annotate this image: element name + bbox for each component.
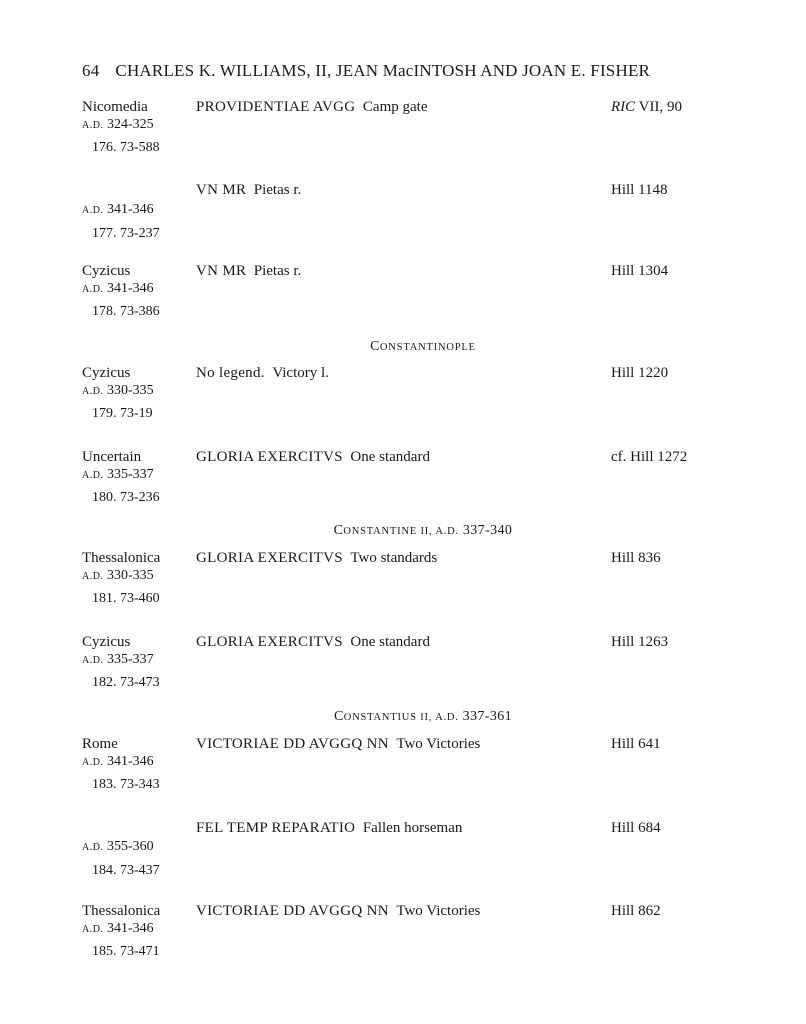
reference: Hill 1263 xyxy=(611,634,669,650)
reference: RIC VII, 90 xyxy=(611,99,682,115)
section-heading: CONSTANTIUS II, A.D. 337-361 xyxy=(333,709,513,724)
catalog-number: 178. 73-386 xyxy=(92,304,160,319)
mint-name: Thessalonica xyxy=(82,903,161,919)
mint-name: Uncertain xyxy=(82,449,142,465)
reference: Hill 1304 xyxy=(611,263,669,279)
date-range: A.D. 335-337 xyxy=(82,467,154,482)
reference: Hill 862 xyxy=(611,903,661,919)
catalog-number: 185. 73-471 xyxy=(92,944,160,959)
catalog-number: 184. 73-437 xyxy=(92,863,160,878)
coin-legend: GLORIA EXERCITVS Two standards xyxy=(196,550,438,566)
date-range: A.D. 341-346 xyxy=(82,921,154,936)
reference: cf. Hill 1272 xyxy=(611,449,688,465)
mint-name: Cyzicus xyxy=(82,365,131,381)
reference: Hill 684 xyxy=(611,820,661,836)
date-range: A.D. 324-325 xyxy=(82,117,154,132)
coin-legend: VN MR Pietas r. xyxy=(196,182,302,198)
coin-legend: VICTORIAE DD AVGGQ NN Two Victories xyxy=(196,903,481,919)
reference: Hill 641 xyxy=(611,736,661,752)
coin-legend: VICTORIAE DD AVGGQ NN Two Victories xyxy=(196,736,481,752)
date-range: A.D. 330-335 xyxy=(82,383,154,398)
catalog-number: 183. 73-343 xyxy=(92,777,160,792)
reference: Hill 1148 xyxy=(611,182,668,198)
mint-name: Rome xyxy=(82,736,118,752)
header-authors: CHARLES K. WILLIAMS, II, JEAN MacINTOSH AND JOAN E. FISHER xyxy=(115,61,651,80)
section-heading: CONSTANTINE II, A.D. 337-340 xyxy=(333,523,513,538)
page-number: 64 xyxy=(82,61,100,80)
reference: Hill 836 xyxy=(611,550,661,566)
date-range: A.D. 330-335 xyxy=(82,568,154,583)
date-range: A.D. 355-360 xyxy=(82,839,154,854)
coin-legend: GLORIA EXERCITVS One standard xyxy=(196,449,430,465)
catalog-number: 180. 73-236 xyxy=(92,490,160,505)
mint-name: Thessalonica xyxy=(82,550,161,566)
catalog-number: 177. 73-237 xyxy=(92,226,160,241)
coin-legend: GLORIA EXERCITVS One standard xyxy=(196,634,430,650)
date-range: A.D. 335-337 xyxy=(82,652,154,667)
coin-legend: VN MR Pietas r. xyxy=(196,263,302,279)
reference: Hill 1220 xyxy=(611,365,669,381)
date-range: A.D. 341-346 xyxy=(82,754,154,769)
date-range: A.D. 341-346 xyxy=(82,281,154,296)
coin-legend: No legend. Victory l. xyxy=(196,365,329,381)
catalog-number: 182. 73-473 xyxy=(92,675,160,690)
coin-legend: FEL TEMP REPARATIO Fallen horseman xyxy=(196,820,463,836)
mint-name: Cyzicus xyxy=(82,634,131,650)
mint-name: Nicomedia xyxy=(82,99,148,115)
catalog-number: 181. 73-460 xyxy=(92,591,160,606)
section-heading: CONSTANTINOPLE xyxy=(370,339,476,354)
date-range: A.D. 341-346 xyxy=(82,202,154,217)
coin-legend: PROVIDENTIAE AVGG Camp gate xyxy=(196,99,428,115)
catalog-number: 176. 73-588 xyxy=(92,140,160,155)
mint-name: Cyzicus xyxy=(82,263,131,279)
catalog-number: 179. 73-19 xyxy=(92,406,153,421)
running-header xyxy=(82,61,742,81)
